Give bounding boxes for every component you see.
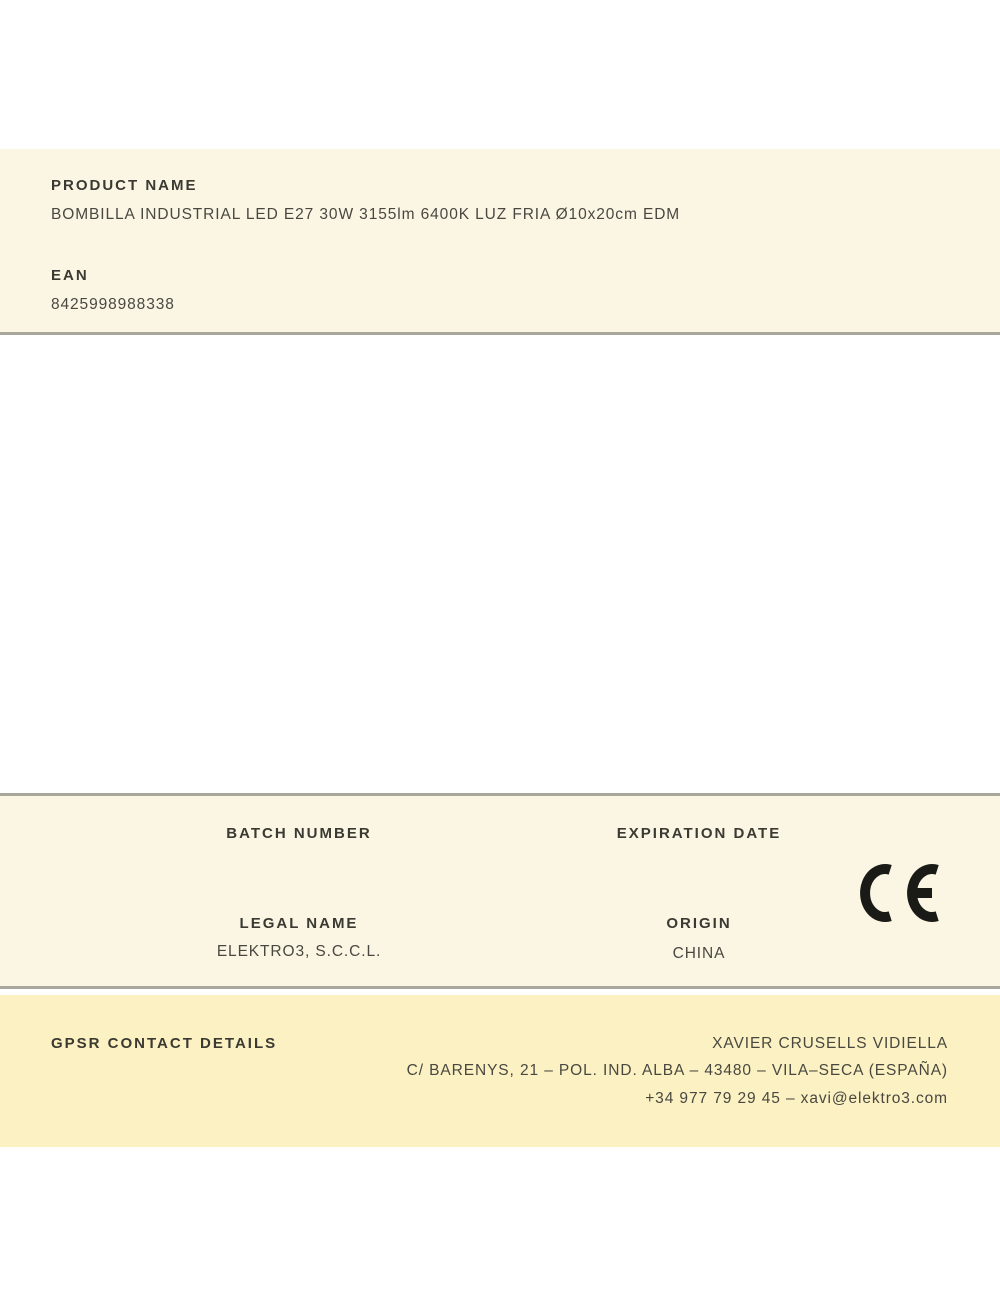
ean-label: EAN [51,267,89,284]
ean-value: 8425998988338 [51,296,175,313]
gpsr-contact-details-label: GPSR CONTACT DETAILS [51,1035,278,1052]
legal-name-label: LEGAL NAME [239,915,359,932]
product-name-label: PRODUCT NAME [51,177,198,194]
origin-label: ORIGIN [666,915,732,932]
ce-mark-icon [857,863,943,923]
batch-number-label: BATCH NUMBER [226,825,372,842]
legal-name-value: ELEKTRO3, S.C.C.L. [216,943,382,960]
product-name-value: BOMBILLA INDUSTRIAL LED E27 30W 3155lm 6400K LUZ FRIA Ø10x20cm EDM [51,206,681,223]
gpsr-contact-address: C/ BARENYS, 21 – POL. IND. ALBA – 43480 – VILA–SECA (ESPAÑA) [406,1062,948,1079]
gpsr-contact-name: XAVIER CRUSELLS VIDIELLA [712,1035,948,1052]
origin-value: CHINA [672,945,726,962]
expiration-date-label: EXPIRATION DATE [616,825,782,842]
gpsr-contact-phone-email: +34 977 79 29 45 – xavi@elektro3.com [645,1090,948,1107]
